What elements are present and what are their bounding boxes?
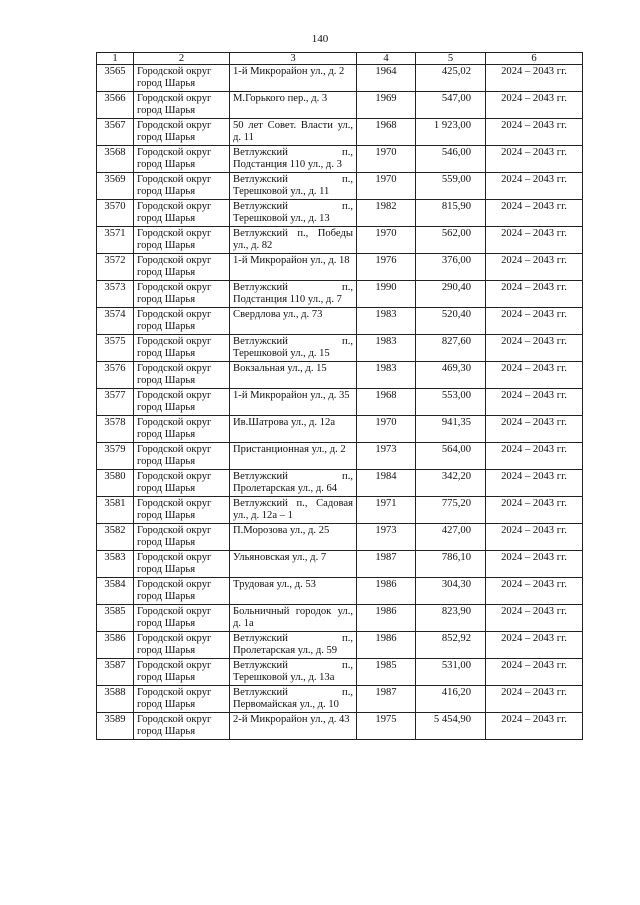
year-cell: 1975 <box>357 713 416 740</box>
period-cell: 2024 – 2043 гг. <box>486 254 583 281</box>
period-cell: 2024 – 2043 гг. <box>486 632 583 659</box>
period-cell: 2024 – 2043 гг. <box>486 713 583 740</box>
period-cell: 2024 – 2043 гг. <box>486 65 583 92</box>
address-cell: Ветлужский п., Терешковой ул., д. 15 <box>230 335 357 362</box>
address-cell: 2-й Микрорайон ул., д. 43 <box>230 713 357 740</box>
year-cell: 1987 <box>357 551 416 578</box>
district-cell: Городской округ город Шарья <box>134 497 230 524</box>
address-cell: М.Горького пер., д. 3 <box>230 92 357 119</box>
table-row <box>97 308 583 335</box>
district-cell: Городской округ город Шарья <box>134 632 230 659</box>
row-number: 3583 <box>97 551 134 578</box>
district-cell: Городской округ город Шарья <box>134 65 230 92</box>
year-cell: 1968 <box>357 119 416 146</box>
period-cell: 2024 – 2043 гг. <box>486 92 583 119</box>
district-cell: Городской округ город Шарья <box>134 686 230 713</box>
table-row <box>97 470 583 497</box>
year-cell: 1985 <box>357 659 416 686</box>
year-cell: 1976 <box>357 254 416 281</box>
year-cell: 1968 <box>357 389 416 416</box>
row-number: 3575 <box>97 335 134 362</box>
table-row <box>97 416 583 443</box>
area-cell: 416,20 <box>416 686 486 713</box>
area-cell: 546,00 <box>416 146 486 173</box>
address-cell: Свердлова ул., д. 73 <box>230 308 357 335</box>
row-number: 3571 <box>97 227 134 254</box>
table-row <box>97 65 583 92</box>
table-row <box>97 578 583 605</box>
area-cell: 290,40 <box>416 281 486 308</box>
address-cell: Ветлужский п., Подстанция 110 ул., д. 3 <box>230 146 357 173</box>
period-cell: 2024 – 2043 гг. <box>486 146 583 173</box>
district-cell: Городской округ город Шарья <box>134 605 230 632</box>
address-cell: Ветлужский п., Терешковой ул., д. 11 <box>230 173 357 200</box>
area-cell: 427,00 <box>416 524 486 551</box>
table-row <box>97 281 583 308</box>
address-cell: 1-й Микрорайон ул., д. 35 <box>230 389 357 416</box>
page-number: 140 <box>311 33 329 45</box>
area-cell: 376,00 <box>416 254 486 281</box>
year-cell: 1969 <box>357 92 416 119</box>
row-number: 3569 <box>97 173 134 200</box>
address-cell: Ив.Шатрова ул., д. 12а <box>230 416 357 443</box>
district-cell: Городской округ город Шарья <box>134 362 230 389</box>
address-cell: Ветлужский п., Пролетарская ул., д. 59 <box>230 632 357 659</box>
address-cell: Ветлужский п., Первомайская ул., д. 10 <box>230 686 357 713</box>
column-header: 3 <box>230 53 357 65</box>
period-cell: 2024 – 2043 гг. <box>486 227 583 254</box>
table-row <box>97 173 583 200</box>
column-header: 1 <box>97 53 134 65</box>
row-number: 3588 <box>97 686 134 713</box>
period-cell: 2024 – 2043 гг. <box>486 281 583 308</box>
address-cell: Ветлужский п., Терешковой ул., д. 13 <box>230 200 357 227</box>
header-row <box>97 53 583 65</box>
year-cell: 1971 <box>357 497 416 524</box>
period-cell: 2024 – 2043 гг. <box>486 200 583 227</box>
district-cell: Городской округ город Шарья <box>134 389 230 416</box>
table-row <box>97 389 583 416</box>
area-cell: 775,20 <box>416 497 486 524</box>
area-cell: 547,00 <box>416 92 486 119</box>
registry-table <box>96 52 583 740</box>
period-cell: 2024 – 2043 гг. <box>486 470 583 497</box>
table-row <box>97 443 583 470</box>
address-cell: Больничный городок ул., д. 1а <box>230 605 357 632</box>
period-cell: 2024 – 2043 гг. <box>486 362 583 389</box>
area-cell: 815,90 <box>416 200 486 227</box>
address-cell: 1-й Микрорайон ул., д. 18 <box>230 254 357 281</box>
address-cell: Ветлужский п., Пролетарская ул., д. 64 <box>230 470 357 497</box>
table-row <box>97 119 583 146</box>
district-cell: Городской округ город Шарья <box>134 227 230 254</box>
row-number: 3587 <box>97 659 134 686</box>
area-cell: 562,00 <box>416 227 486 254</box>
row-number: 3581 <box>97 497 134 524</box>
year-cell: 1973 <box>357 443 416 470</box>
area-cell: 823,90 <box>416 605 486 632</box>
year-cell: 1964 <box>357 65 416 92</box>
district-cell: Городской округ город Шарья <box>134 470 230 497</box>
table-row <box>97 659 583 686</box>
period-cell: 2024 – 2043 гг. <box>486 497 583 524</box>
address-cell: 50 лет Совет. Власти ул., д. 11 <box>230 119 357 146</box>
row-number: 3568 <box>97 146 134 173</box>
district-cell: Городской округ город Шарья <box>134 200 230 227</box>
year-cell: 1986 <box>357 632 416 659</box>
row-number: 3589 <box>97 713 134 740</box>
area-cell: 564,00 <box>416 443 486 470</box>
district-cell: Городской округ город Шарья <box>134 119 230 146</box>
table-row <box>97 524 583 551</box>
address-cell: Ветлужский п., Победы ул., д. 82 <box>230 227 357 254</box>
row-number: 3567 <box>97 119 134 146</box>
year-cell: 1990 <box>357 281 416 308</box>
row-number: 3566 <box>97 92 134 119</box>
district-cell: Городской округ город Шарья <box>134 524 230 551</box>
year-cell: 1970 <box>357 416 416 443</box>
year-cell: 1986 <box>357 605 416 632</box>
column-header: 6 <box>486 53 583 65</box>
area-cell: 1 923,00 <box>416 119 486 146</box>
period-cell: 2024 – 2043 гг. <box>486 659 583 686</box>
period-cell: 2024 – 2043 гг. <box>486 605 583 632</box>
table-row <box>97 497 583 524</box>
year-cell: 1970 <box>357 227 416 254</box>
area-cell: 553,00 <box>416 389 486 416</box>
period-cell: 2024 – 2043 гг. <box>486 443 583 470</box>
table-row <box>97 92 583 119</box>
column-header: 2 <box>134 53 230 65</box>
address-cell: Ветлужский п., Терешковой ул., д. 13а <box>230 659 357 686</box>
period-cell: 2024 – 2043 гг. <box>486 551 583 578</box>
area-cell: 5 454,90 <box>416 713 486 740</box>
district-cell: Городской округ город Шарья <box>134 416 230 443</box>
table-row <box>97 632 583 659</box>
table-row <box>97 335 583 362</box>
address-cell: Пристанционная ул., д. 2 <box>230 443 357 470</box>
area-cell: 304,30 <box>416 578 486 605</box>
year-cell: 1983 <box>357 308 416 335</box>
area-cell: 559,00 <box>416 173 486 200</box>
period-cell: 2024 – 2043 гг. <box>486 686 583 713</box>
table-row <box>97 605 583 632</box>
period-cell: 2024 – 2043 гг. <box>486 416 583 443</box>
row-number: 3570 <box>97 200 134 227</box>
address-cell: Ветлужский п., Подстанция 110 ул., д. 7 <box>230 281 357 308</box>
year-cell: 1987 <box>357 686 416 713</box>
area-cell: 941,35 <box>416 416 486 443</box>
district-cell: Городской округ город Шарья <box>134 578 230 605</box>
year-cell: 1986 <box>357 578 416 605</box>
table-row <box>97 686 583 713</box>
year-cell: 1973 <box>357 524 416 551</box>
table-row <box>97 713 583 740</box>
area-cell: 425,02 <box>416 65 486 92</box>
row-number: 3585 <box>97 605 134 632</box>
area-cell: 531,00 <box>416 659 486 686</box>
table-row <box>97 551 583 578</box>
period-cell: 2024 – 2043 гг. <box>486 173 583 200</box>
year-cell: 1984 <box>357 470 416 497</box>
table-row <box>97 200 583 227</box>
address-cell: 1-й Микрорайон ул., д. 2 <box>230 65 357 92</box>
row-number: 3574 <box>97 308 134 335</box>
address-cell: Трудовая ул., д. 53 <box>230 578 357 605</box>
district-cell: Городской округ город Шарья <box>134 308 230 335</box>
period-cell: 2024 – 2043 гг. <box>486 308 583 335</box>
year-cell: 1983 <box>357 362 416 389</box>
table-row <box>97 146 583 173</box>
address-cell: П.Морозова ул., д. 25 <box>230 524 357 551</box>
row-number: 3573 <box>97 281 134 308</box>
district-cell: Городской округ город Шарья <box>134 92 230 119</box>
district-cell: Городской округ город Шарья <box>134 254 230 281</box>
table-row <box>97 362 583 389</box>
district-cell: Городской округ город Шарья <box>134 281 230 308</box>
column-header: 5 <box>416 53 486 65</box>
row-number: 3576 <box>97 362 134 389</box>
period-cell: 2024 – 2043 гг. <box>486 119 583 146</box>
row-number: 3582 <box>97 524 134 551</box>
year-cell: 1970 <box>357 146 416 173</box>
district-cell: Городской округ город Шарья <box>134 335 230 362</box>
row-number: 3580 <box>97 470 134 497</box>
period-cell: 2024 – 2043 гг. <box>486 335 583 362</box>
table-body <box>97 65 583 740</box>
year-cell: 1983 <box>357 335 416 362</box>
district-cell: Городской округ город Шарья <box>134 713 230 740</box>
district-cell: Городской округ город Шарья <box>134 659 230 686</box>
period-cell: 2024 – 2043 гг. <box>486 578 583 605</box>
area-cell: 469,30 <box>416 362 486 389</box>
area-cell: 786,10 <box>416 551 486 578</box>
area-cell: 827,60 <box>416 335 486 362</box>
table-row <box>97 254 583 281</box>
area-cell: 852,92 <box>416 632 486 659</box>
period-cell: 2024 – 2043 гг. <box>486 524 583 551</box>
column-header: 4 <box>357 53 416 65</box>
district-cell: Городской округ город Шарья <box>134 443 230 470</box>
row-number: 3572 <box>97 254 134 281</box>
row-number: 3578 <box>97 416 134 443</box>
table-row <box>97 227 583 254</box>
area-cell: 520,40 <box>416 308 486 335</box>
address-cell: Ветлужский п., Садовая ул., д. 12а – 1 <box>230 497 357 524</box>
district-cell: Городской округ город Шарья <box>134 551 230 578</box>
row-number: 3577 <box>97 389 134 416</box>
row-number: 3584 <box>97 578 134 605</box>
row-number: 3586 <box>97 632 134 659</box>
address-cell: Вокзальная ул., д. 15 <box>230 362 357 389</box>
period-cell: 2024 – 2043 гг. <box>486 389 583 416</box>
area-cell: 342,20 <box>416 470 486 497</box>
year-cell: 1970 <box>357 173 416 200</box>
year-cell: 1982 <box>357 200 416 227</box>
address-cell: Ульяновская ул., д. 7 <box>230 551 357 578</box>
district-cell: Городской округ город Шарья <box>134 173 230 200</box>
row-number: 3579 <box>97 443 134 470</box>
district-cell: Городской округ город Шарья <box>134 146 230 173</box>
table-header <box>97 53 583 65</box>
row-number: 3565 <box>97 65 134 92</box>
